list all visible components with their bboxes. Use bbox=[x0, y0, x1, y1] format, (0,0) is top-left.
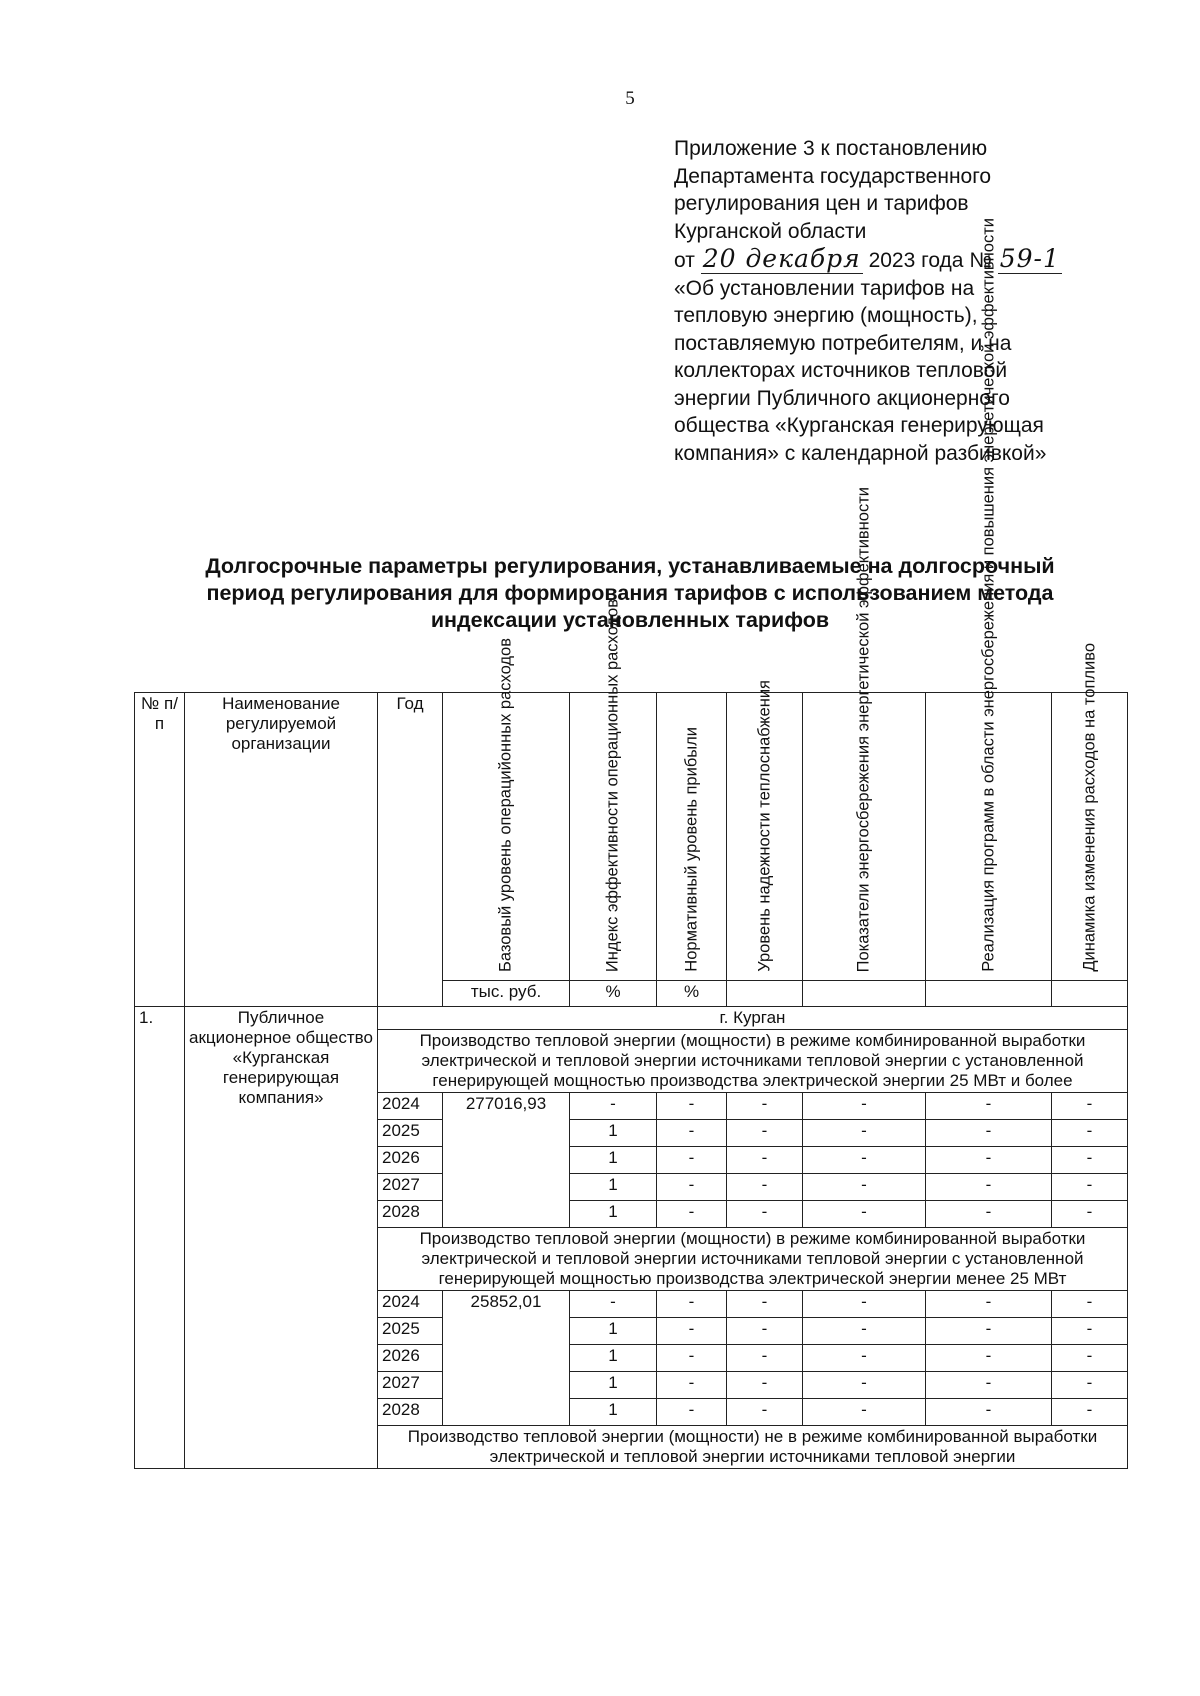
profit-cell: - bbox=[657, 1318, 727, 1345]
year-cell: 2025 bbox=[378, 1318, 443, 1345]
index-cell: 1 bbox=[570, 1120, 657, 1147]
city-name: г. Курган bbox=[378, 1007, 1128, 1030]
unit-base: тыс. руб. bbox=[443, 981, 570, 1007]
year-cell: 2027 bbox=[378, 1372, 443, 1399]
profit-cell: - bbox=[657, 1147, 727, 1174]
header-index-text: Индекс эффективности операционных расходов bbox=[603, 598, 622, 972]
energy-saving-cell: - bbox=[803, 1147, 926, 1174]
reliability-cell: - bbox=[727, 1372, 803, 1399]
header-org: Наименование регулируемой организации bbox=[185, 693, 378, 1007]
profit-cell: - bbox=[657, 1093, 727, 1120]
header-energy-saving bbox=[803, 486, 926, 981]
base-level-cell: 277016,93 bbox=[443, 1093, 570, 1228]
energy-saving-cell: - bbox=[803, 1399, 926, 1426]
page-number: 5 bbox=[625, 88, 635, 109]
year-cell: 2027 bbox=[378, 1174, 443, 1201]
unit-index: % bbox=[570, 981, 657, 1007]
year-cell: 2026 bbox=[378, 1147, 443, 1174]
appendix-block bbox=[674, 135, 1144, 467]
programs-cell: - bbox=[926, 1345, 1052, 1372]
date-middle: 2023 года № bbox=[868, 249, 992, 272]
programs-cell: - bbox=[926, 1372, 1052, 1399]
profit-cell: - bbox=[657, 1345, 727, 1372]
fuel-cell: - bbox=[1052, 1120, 1128, 1147]
profit-cell: - bbox=[657, 1120, 727, 1147]
fuel-cell: - bbox=[1052, 1291, 1128, 1318]
energy-saving-cell: - bbox=[803, 1093, 926, 1120]
year-cell: 2024 bbox=[378, 1093, 443, 1120]
appendix-subject-line: компания» с календарной разбивкой» bbox=[674, 441, 1047, 465]
energy-saving-cell: - bbox=[803, 1120, 926, 1147]
fuel-cell: - bbox=[1052, 1093, 1128, 1120]
row-number: 1. bbox=[135, 1007, 185, 1469]
index-cell: 1 bbox=[570, 1318, 657, 1345]
reliability-cell: - bbox=[727, 1093, 803, 1120]
profit-cell: - bbox=[657, 1399, 727, 1426]
energy-saving-cell: - bbox=[803, 1318, 926, 1345]
programs-cell: - bbox=[926, 1399, 1052, 1426]
appendix-subject-line: коллекторах источников тепловой bbox=[674, 359, 1008, 382]
index-cell: 1 bbox=[570, 1399, 657, 1426]
programs-cell: - bbox=[926, 1318, 1052, 1345]
index-cell: 1 bbox=[570, 1372, 657, 1399]
programs-cell: - bbox=[926, 1201, 1052, 1228]
fuel-cell: - bbox=[1052, 1147, 1128, 1174]
fuel-cell: - bbox=[1052, 1318, 1128, 1345]
unit-programs bbox=[926, 981, 1052, 1007]
reliability-cell: - bbox=[727, 1291, 803, 1318]
profit-cell: - bbox=[657, 1201, 727, 1228]
energy-saving-cell: - bbox=[803, 1345, 926, 1372]
index-cell: - bbox=[570, 1291, 657, 1318]
reliability-cell: - bbox=[727, 1318, 803, 1345]
document-title bbox=[135, 553, 1125, 634]
date-prefix: от bbox=[674, 249, 695, 272]
handwritten-date: 20 декабря bbox=[702, 244, 861, 273]
header-row bbox=[135, 693, 1128, 981]
programs-cell: - bbox=[926, 1147, 1052, 1174]
city-row bbox=[135, 1007, 1128, 1030]
reliability-cell: - bbox=[727, 1345, 803, 1372]
reliability-cell: - bbox=[727, 1201, 803, 1228]
section-title: Производство тепловой энергии (мощности) в режиме комбинированной выработки электрической и тепловой энергии источниками тепловой энергии с установленной генерирующей мощностью производства электрической энергии 25 МВт и более bbox=[378, 1030, 1128, 1093]
profit-cell: - bbox=[657, 1372, 727, 1399]
base-level-cell: 25852,01 bbox=[443, 1291, 570, 1426]
fuel-cell: - bbox=[1052, 1201, 1128, 1228]
header-year: Год bbox=[378, 693, 443, 1007]
year-cell: 2025 bbox=[378, 1120, 443, 1147]
programs-cell: - bbox=[926, 1291, 1052, 1318]
header-profit bbox=[657, 693, 727, 981]
year-cell: 2024 bbox=[378, 1291, 443, 1318]
year-cell: 2026 bbox=[378, 1345, 443, 1372]
header-base bbox=[443, 638, 570, 981]
header-base-text: Базовый уровень операцийонных расходов bbox=[496, 638, 515, 972]
index-cell: 1 bbox=[570, 1174, 657, 1201]
appendix-line: Курганской области bbox=[674, 219, 867, 243]
reliability-cell: - bbox=[727, 1399, 803, 1426]
unit-reliability bbox=[727, 981, 803, 1007]
fuel-cell: - bbox=[1052, 1174, 1128, 1201]
section-title: Производство тепловой энергии (мощности) не в режиме комбинированной выработки электрической и тепловой энергии источниками тепловой энергии bbox=[378, 1426, 1128, 1469]
unit-fuel bbox=[1052, 981, 1128, 1007]
unit-energy-saving bbox=[803, 981, 926, 1007]
unit-profit: % bbox=[657, 981, 727, 1007]
energy-saving-cell: - bbox=[803, 1291, 926, 1318]
appendix-subject-line: общества «Курганская генерирующая bbox=[674, 414, 1044, 437]
title-line: период регулирования для формирования тарифов с использованием метода bbox=[206, 581, 1054, 605]
appendix-date-line bbox=[674, 245, 1144, 275]
title-line: Долгосрочные параметры регулирования, устанавливаемые на долгосрочный bbox=[205, 554, 1055, 578]
appendix-line: регулирования цен и тарифов bbox=[674, 192, 969, 215]
programs-cell: - bbox=[926, 1093, 1052, 1120]
appendix-subject-line: «Об установлении тарифов на bbox=[674, 276, 975, 300]
section-title: Производство тепловой энергии (мощности) в режиме комбинированной выработки электрической и тепловой энергии источниками тепловой энергии с установленной генерирующей мощностью производства электрической энергии менее 25 МВт bbox=[378, 1228, 1128, 1291]
year-cell: 2028 bbox=[378, 1399, 443, 1426]
header-num: № п/п bbox=[135, 693, 185, 1007]
index-cell: 1 bbox=[570, 1345, 657, 1372]
programs-cell: - bbox=[926, 1174, 1052, 1201]
energy-saving-cell: - bbox=[803, 1372, 926, 1399]
header-index bbox=[570, 598, 657, 981]
title-line: индексации установленных тарифов bbox=[430, 608, 830, 632]
header-fuel-text: Динамика изменения расходов на топливо bbox=[1080, 643, 1098, 972]
header-energy-saving-text: Показатели энергосбережения энергетической эффективности bbox=[854, 486, 873, 972]
appendix-line: Департамента государственного bbox=[674, 164, 992, 188]
organization-name: Публичное акционерное общество «Курганская генерирующая компания» bbox=[185, 1007, 378, 1469]
programs-cell: - bbox=[926, 1120, 1052, 1147]
index-cell: 1 bbox=[570, 1147, 657, 1174]
reliability-cell: - bbox=[727, 1120, 803, 1147]
header-reliability-text: Уровень надежности теплоснабжения bbox=[755, 680, 773, 972]
energy-saving-cell: - bbox=[803, 1174, 926, 1201]
profit-cell: - bbox=[657, 1291, 727, 1318]
index-cell: - bbox=[570, 1093, 657, 1120]
year-cell: 2028 bbox=[378, 1201, 443, 1228]
header-profit-text: Нормативный уровень прибыли bbox=[682, 727, 700, 972]
appendix-subject-line: энергии Публичного акционерного bbox=[674, 386, 1010, 410]
appendix-subject-line: поставляемую потребителям, и на bbox=[674, 331, 1012, 355]
header-fuel bbox=[1052, 643, 1128, 981]
handwritten-number: 59-1 bbox=[999, 244, 1060, 273]
header-programs-text: Реализация программ в области энергосбережения и повышения энергетической эффективности bbox=[979, 218, 997, 972]
reliability-cell: - bbox=[727, 1174, 803, 1201]
fuel-cell: - bbox=[1052, 1345, 1128, 1372]
energy-saving-cell: - bbox=[803, 1201, 926, 1228]
appendix-line: Приложение 3 к постановлению bbox=[674, 137, 988, 160]
index-cell: 1 bbox=[570, 1201, 657, 1228]
header-reliability bbox=[727, 680, 803, 981]
fuel-cell: - bbox=[1052, 1399, 1128, 1426]
fuel-cell: - bbox=[1052, 1372, 1128, 1399]
reliability-cell: - bbox=[727, 1147, 803, 1174]
profit-cell: - bbox=[657, 1174, 727, 1201]
appendix-subject-line: тепловую энергию (мощность), bbox=[674, 304, 978, 327]
